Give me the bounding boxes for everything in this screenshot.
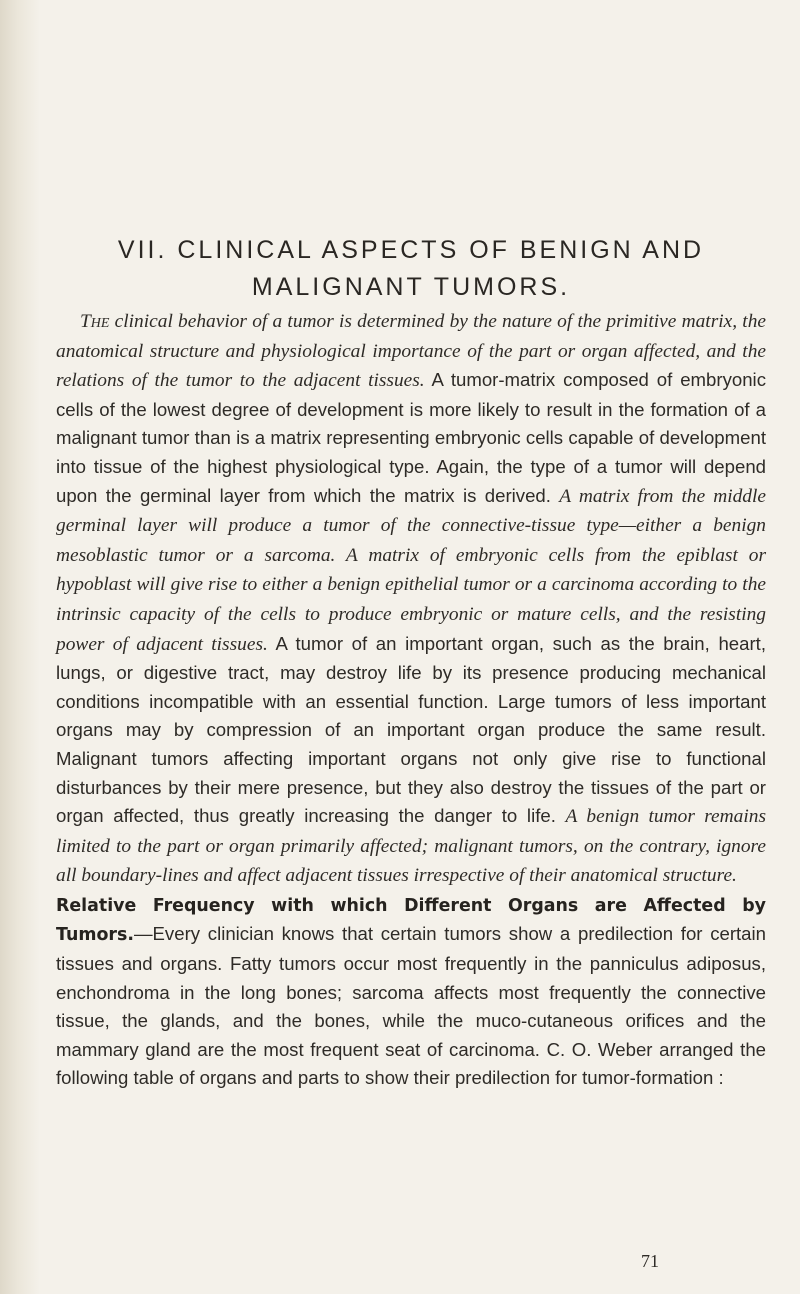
paragraph-text-1: A tumor-matrix composed of embryonic cells of the lowest degree of development is more likely to result in the formation of a malignant tumor than is a matrix representing embryonic cells capable of development into tissue of the highest physiological type. Again, the type of a tumor will depend upon the germinal layer from which the matrix is derived.: [56, 369, 766, 506]
page-gutter-shadow: [0, 0, 40, 1294]
chapter-title: [40, 232, 782, 306]
italic-statement-3: A benign tumor remains limited to the part or organ primarily affected; malignant tumors, on the contrary, ignore all boundary-lines and affect adjacent tissues irrespective of their anatomical structure.: [56, 806, 766, 887]
paragraph-text-2: A tumor of an important organ, such as the brain, heart, lungs, or digestive tract, may destroy life by its presence producing mechanical conditions incompatible with an essential function. Large tumors of less important organs may by compression of an important organ produce the same result. Malignant tumors affecting important organs not only give rise to functional disturbances by their mere presence, but they also destroy the tissues of the part or organ affected, thus greatly increasing the danger to life.: [56, 632, 766, 827]
paragraph-clinical-behavior: [56, 307, 766, 891]
page-number: 71: [641, 1251, 659, 1271]
chapter-title-line-1: VII. CLINICAL ASPECTS OF BENIGN AND: [117, 236, 705, 264]
body-text: [56, 307, 766, 1093]
section-heading: Relative Frequency with which Different Organs are Affected by Tumors.: [56, 895, 766, 946]
italic-statement-1: clinical behavior of a tumor is determined by the nature of the primitive matrix, the anatomical structure and physiological importance of the part or organ affected, and the relations of the tumor to the adjacent tissues.: [56, 311, 766, 392]
paragraph-text-3: —Every clinician knows that certain tumors show a predilection for certain tissues and organs. Fatty tumors occur most frequently in the panniculus adiposus, enchondroma in the long bones; sarcoma affects most frequently the connective tissue, the glands, and the bones, while the muco-cutaneous orifices and the mammary gland are the most frequent seat of carcinoma. C. O. Weber arranged the following table of organs and parts to show their predilection for tumor-formation :: [56, 923, 766, 1089]
chapter-title-line-2: MALIGNANT TUMORS.: [251, 273, 571, 301]
paragraph-relative-frequency: [56, 891, 766, 1093]
paragraph-lead-word: The: [80, 311, 110, 332]
italic-statement-2: A matrix from the middle germinal layer will produce a tumor of the connective-tissue type—either a benign mesoblastic tumor or a sarcoma. A matrix of embryonic cells from the epiblast or hypoblast will give rise to either a benign epithelial tumor or a carcinoma according to the intrinsic capacity of the cells to produce embryonic or mature cells, and the resisting power of adjacent tissues.: [56, 485, 767, 655]
